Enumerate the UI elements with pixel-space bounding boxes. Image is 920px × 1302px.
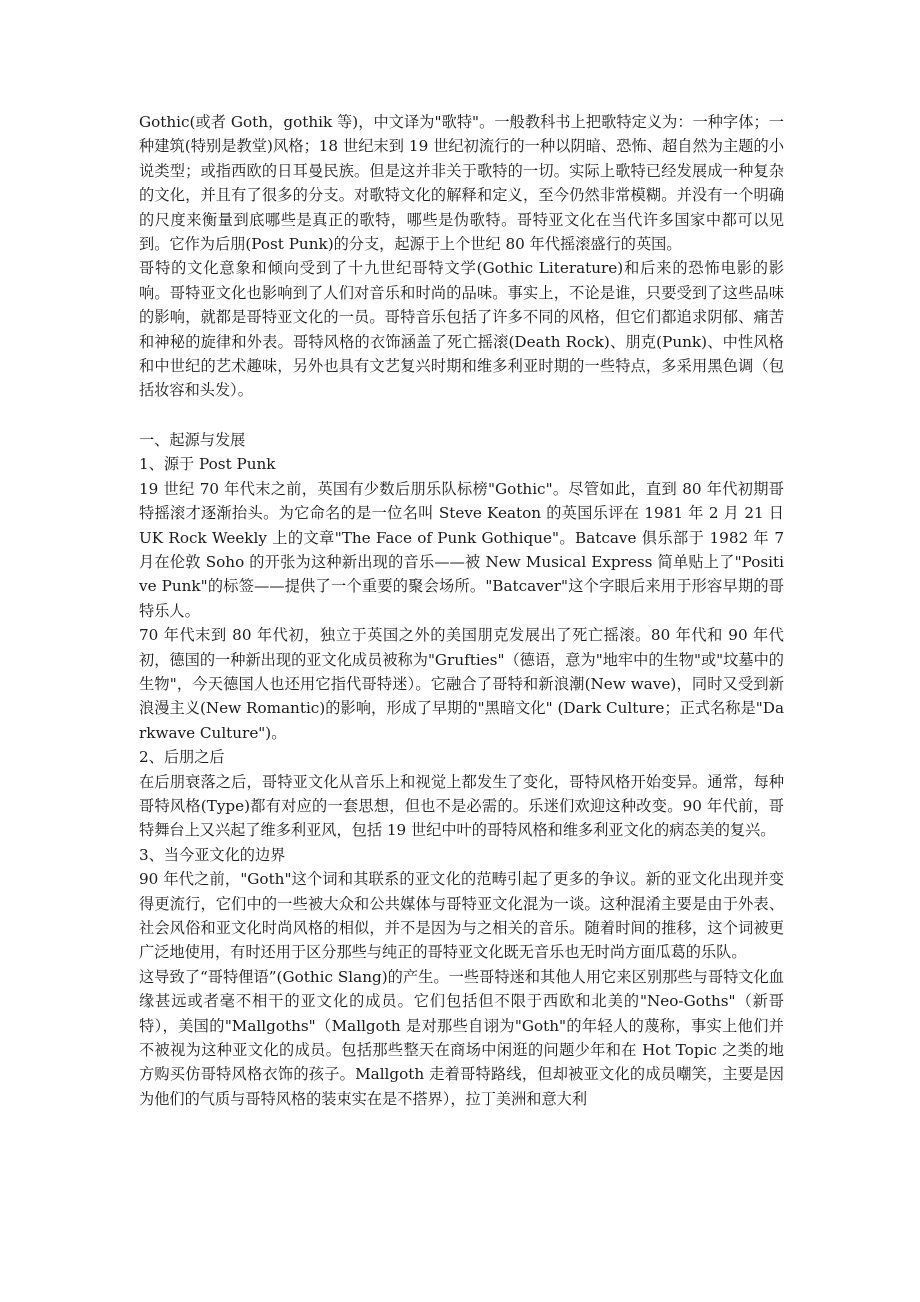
darkwave-paragraph: 70 年代末到 80 年代初，独立于英国之外的美国朋克发展出了死亡摇滚。80 年代和 90 年代初，德国的一种新出现的亚文化成员被称为"Grufties"（德语，意为"地牢中的生物"或"坟墓中的生物"，今天德国人也还用它指代哥特迷）。它融合了哥特和新浪潮(New wave)，同时又受到新浪漫主义(New Romantic)的影响，形成了早期的"黑暗文化" (Dark Culture；正式名称是"Darkwave Culture")。 <box>139 626 784 742</box>
subsection-heading-2: 2、后朋之后 <box>139 748 225 767</box>
subsection-heading-1: 1、源于 Post Punk <box>139 455 276 474</box>
subsection-heading-3: 3、当今亚文化的边界 <box>139 845 286 864</box>
culture-paragraph: 哥特的文化意象和倾向受到了十九世纪哥特文学(Gothic Literature)和后来的恐怖电影的影响。哥特亚文化也影响到了人们对音乐和时尚的品味。事实上，不论是谁，只要受到了这些品味的影响，就都是哥特亚文化的一员。哥特音乐包括了许多不同的风格，但它们都追求阴郁、痛苦和神秘的旋律和外表。哥特风格的衣饰涵盖了死亡摇滚(Death Rock)、朋克(Punk)、中性风格和中世纪的艺术趣味，另外也具有文艺复兴时期和维多利亚时期的一些特点，多采用黑色调（包括妆容和头发）。 <box>139 259 784 400</box>
intro-paragraph: Gothic(或者 Goth，gothik 等)，中文译为"歌特"。一般教科书上把歌特定义为：一种字体；一种建筑(特别是教堂)风格；18 世纪末到 19 世纪初流行的一种以阴暗、恐怖、超自然为主题的小说类型；或指西欧的日耳曼民族。但是这并非关于歌特的一切。实际上歌特已经发展成一种复杂的文化，并且有了很多的分支。对歌特文化的解释和定义，至今仍然非常模糊。并没有一个明确的尺度来衡量到底哪些是真正的歌特，哪些是伪歌特。哥特亚文化在当代许多国家中都可以见到。它作为后朋(Post Punk)的分支，起源于上个世纪 80 年代摇滚盛行的英国。 <box>139 113 784 254</box>
post-punk-paragraph: 在后朋衰落之后，哥特亚文化从音乐上和视觉上都发生了变化，哥特风格开始变异。通常，每种哥特风格(Type)都有对应的一套思想，但也不是必需的。乐迷们欢迎这种改变。90 年代前，哥特舞台上又兴起了维多利亚风，包括 19 世纪中叶的哥特风格和维多利亚文化的病态美的复兴。 <box>139 772 784 840</box>
paragraph-spacer <box>139 403 784 428</box>
slang-paragraph: 这导致了“哥特俚语”(Gothic Slang)的产生。一些哥特迷和其他人用它来区别那些与哥特文化血缘甚远或者毫不相干的亚文化的成员。它们包括但不限于西欧和北美的"Neo-Goths"（新哥特），美国的"Mallgoths"（Mallgoth 是对那些自诩为"Goth"的年轻人的蔑称，事实上他们并不被视为这种亚文化的成员。包括那些整天在商场中闲逛的问题少年和在 Hot Topic 之类的地方购买仿哥特风格衣饰的孩子。Mallgoth 走着哥特路线，但却被亚文化的成员嘲笑，主要是因为他们的气质与哥特风格的装束实在是不搭界），拉丁美洲和意大利 <box>139 967 784 1108</box>
document-body <box>139 110 784 1111</box>
origin-paragraph: 19 世纪 70 年代末之前，英国有少数后朋乐队标榜"Gothic"。尽管如此，直到 80 年代初期哥特摇滚才逐渐抬头。为它命名的是一位名叫 Steve Keaton 的英国乐评在 1981 年 2 月 21 日 UK Rock Weekly 上的文章"The Face of Punk Gothique"。Batcave 俱乐部于 1982 年 7 月在伦敦 Soho 的开张为这种新出现的音乐——被 New Musical Express 简单贴上了"Positive Punk"的标签——提供了一个重要的聚会场所。"Batcaver"这个字眼后来用于形容早期的哥特乐人。 <box>139 479 784 620</box>
section-heading: 一、起源与发展 <box>139 430 246 449</box>
boundary-paragraph: 90 年代之前，"Goth"这个词和其联系的亚文化的范畴引起了更多的争议。新的亚文化出现并变得更流行，它们中的一些被大众和公共媒体与哥特亚文化混为一谈。这种混淆主要是由于外表、社会风俗和亚文化时尚风格的相似，并不是因为与之相关的音乐。随着时间的推移，这个词被更广泛地使用，有时还用于区分那些与纯正的哥特亚文化既无音乐也无时尚方面瓜葛的乐队。 <box>139 870 784 962</box>
